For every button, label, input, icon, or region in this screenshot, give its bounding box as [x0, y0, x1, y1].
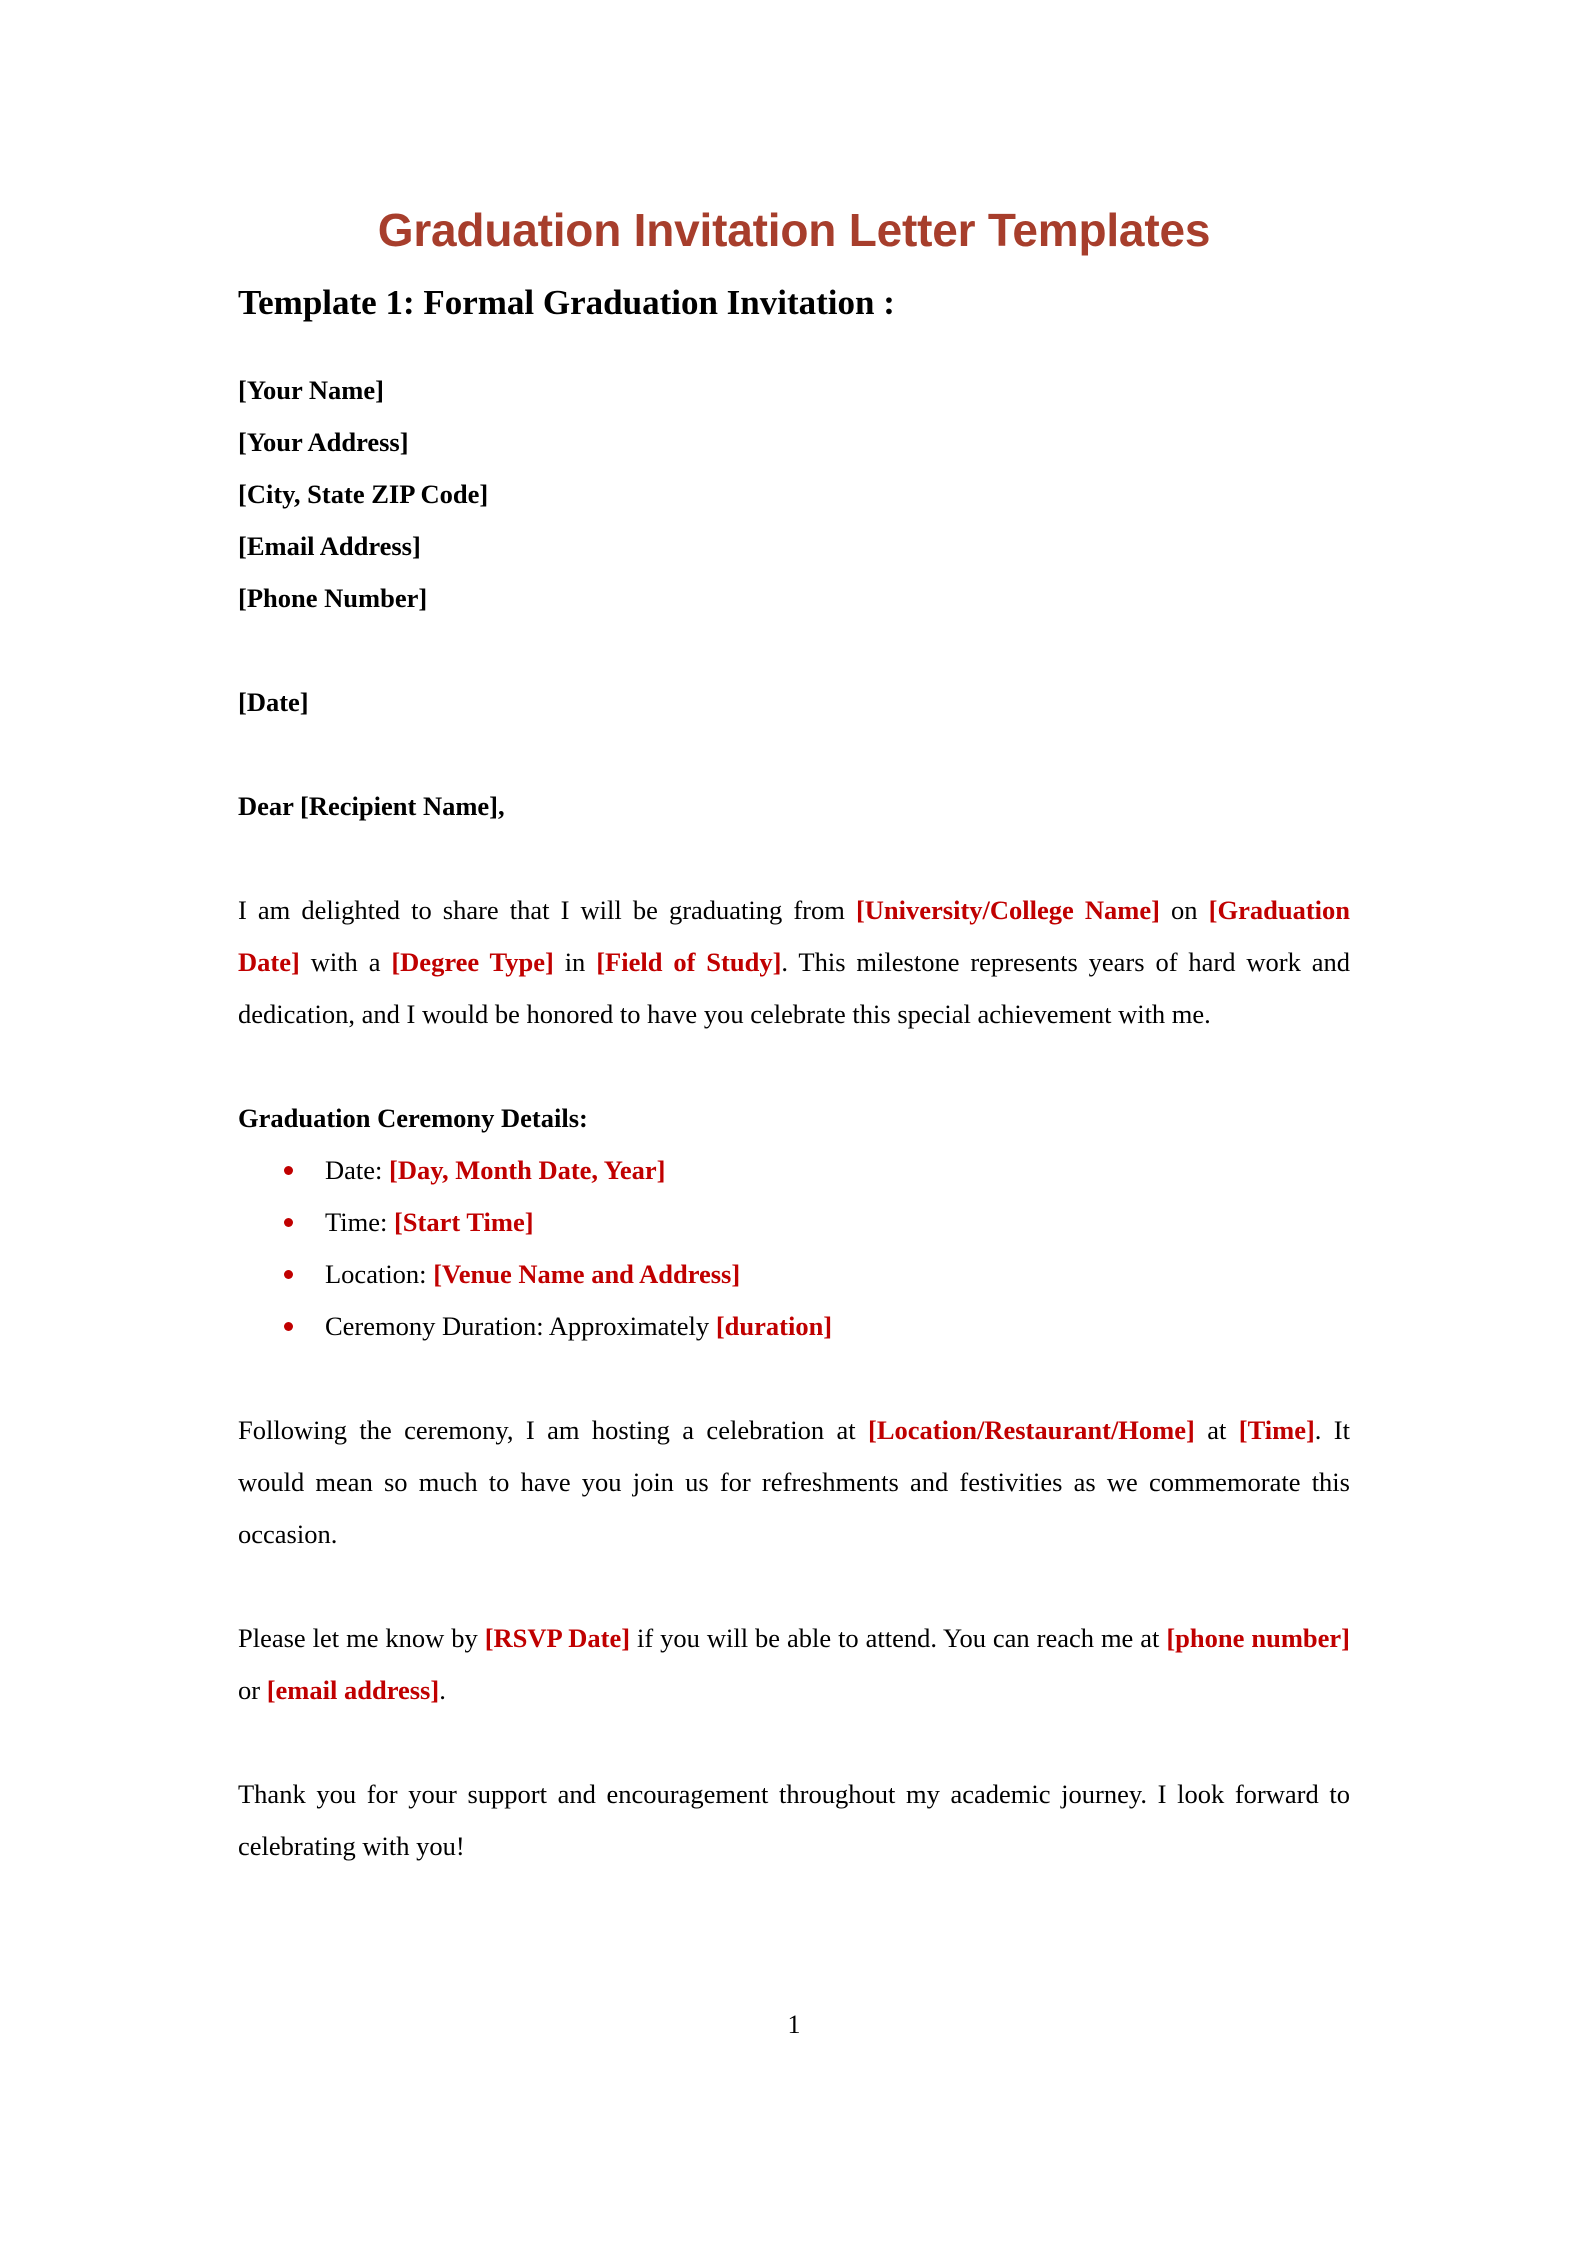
celebration-paragraph: [238, 1352, 1350, 1560]
sender-address-block: [238, 324, 1350, 624]
detail-label: Location:: [325, 1258, 434, 1289]
placeholder-celebration-location: [Location/Restaurant/Home]: [868, 1414, 1195, 1445]
placeholder-field-of-study: [Field of Study]: [596, 946, 782, 977]
placeholder-degree-type: [Degree Type]: [391, 946, 554, 977]
ceremony-details-list: [238, 1144, 1350, 1352]
detail-label: Date:: [325, 1154, 390, 1185]
placeholder-university-name: [University/College Name]: [855, 894, 1160, 925]
intro-paragraph: [238, 832, 1350, 1040]
placeholder-ceremony-date: [Day, Month Date, Year]: [389, 1154, 666, 1185]
list-item: [238, 1144, 1350, 1196]
sender-name-line: [Your Name]: [238, 374, 384, 405]
placeholder-graduation-date: [Graduation Date]: [238, 894, 1350, 977]
intro-text-5: . This milestone represents years of hard work and dedication, and I would be honored to have you celebrate this special achievement with me.: [238, 946, 1350, 1029]
rsvp-text-3: or: [238, 1674, 267, 1705]
sender-email-line: [Email Address]: [238, 530, 421, 561]
sender-street-line: [Your Address]: [238, 426, 409, 457]
list-item: [238, 1248, 1350, 1300]
sender-phone-line: [Phone Number]: [238, 582, 428, 613]
celebration-text-3: . It would mean so much to have you join us for refreshments and festivities as we commemorate this occasion.: [238, 1414, 1350, 1549]
rsvp-text-2: if you will be able to attend. You can reach me at: [630, 1622, 1167, 1653]
intro-text-4: in: [553, 946, 597, 977]
placeholder-start-time: [Start Time]: [393, 1206, 534, 1237]
rsvp-text-1: Please let me know by: [238, 1622, 485, 1653]
celebration-text-2: at: [1194, 1414, 1239, 1445]
page-number: 1: [787, 2010, 801, 2039]
placeholder-duration: [duration]: [715, 1310, 833, 1341]
rsvp-text-4: .: [439, 1674, 446, 1705]
bullet-dot-icon: [284, 1270, 293, 1279]
salutation-line: Dear [Recipient Name],: [238, 790, 505, 821]
celebration-text-1: Following the ceremony, I am hosting a celebration at: [238, 1414, 869, 1445]
placeholder-email-address: [email address]: [266, 1674, 440, 1705]
template-section-heading: Template 1: Formal Graduation Invitation :: [238, 282, 895, 322]
rsvp-paragraph: [238, 1560, 1350, 1716]
list-item: [238, 1300, 1350, 1352]
detail-label: Ceremony Duration: Approximately: [325, 1310, 716, 1341]
placeholder-phone-number: [phone number]: [1166, 1622, 1350, 1653]
bullet-dot-icon: [284, 1166, 293, 1175]
ceremony-details-heading: Graduation Ceremony Details:: [238, 1102, 588, 1133]
placeholder-celebration-time: [Time]: [1238, 1414, 1315, 1445]
page-title: Graduation Invitation Letter Templates: [377, 204, 1211, 256]
intro-text-3: with a: [299, 946, 392, 977]
document-content: [238, 0, 1350, 1872]
detail-label: Time:: [325, 1206, 394, 1237]
intro-text-2: on: [1159, 894, 1209, 925]
intro-text-1: I am delighted to share that I will be graduating from: [238, 894, 856, 925]
placeholder-rsvp-date: [RSVP Date]: [484, 1622, 631, 1653]
closing-paragraph: Thank you for your support and encouragement throughout my academic journey. I look forward to celebrating with you!: [238, 1778, 1350, 1861]
sender-city-line: [City, State ZIP Code]: [238, 478, 489, 509]
placeholder-venue: [Venue Name and Address]: [433, 1258, 741, 1289]
list-item: [238, 1196, 1350, 1248]
letter-date-line: [Date]: [238, 686, 309, 717]
bullet-dot-icon: [284, 1322, 293, 1331]
bullet-dot-icon: [284, 1218, 293, 1227]
